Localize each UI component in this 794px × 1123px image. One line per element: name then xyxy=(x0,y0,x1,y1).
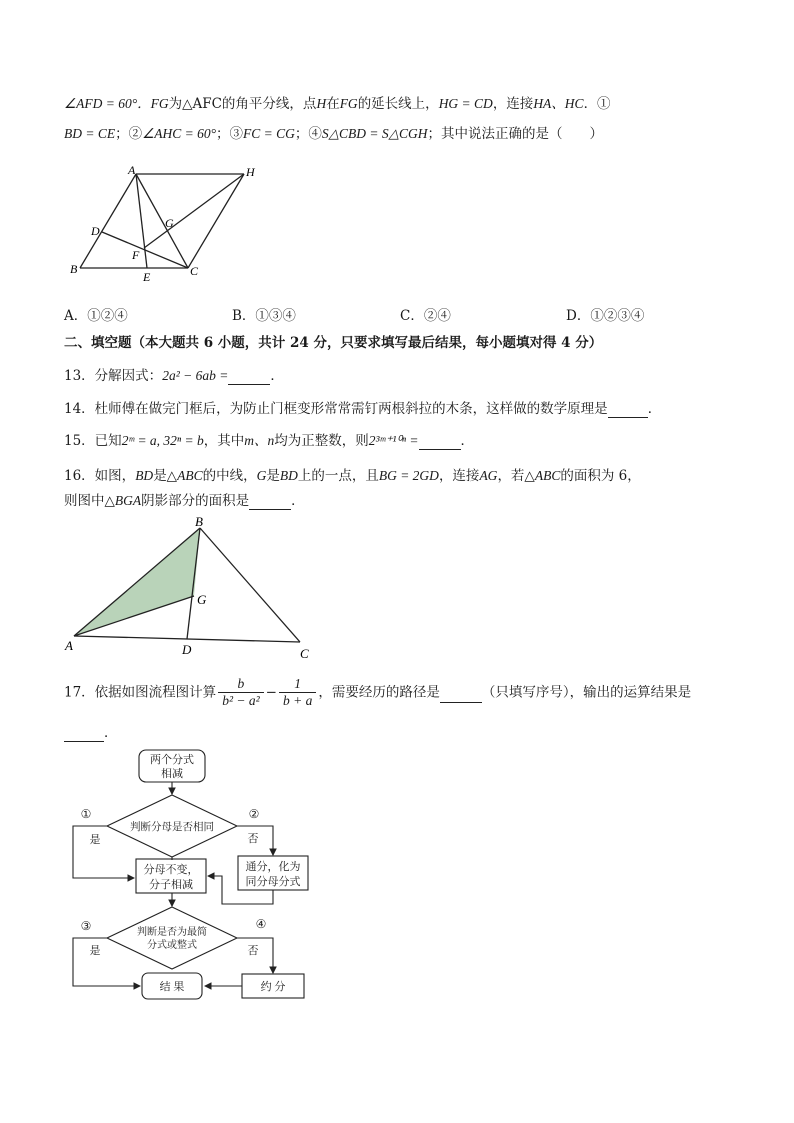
q16-ag: AG xyxy=(479,468,498,483)
label-e: E xyxy=(143,270,151,284)
segment-hc xyxy=(188,174,244,268)
q12-stmt2: ∠AHC = 60° xyxy=(142,126,216,141)
q14-text: 14．杜师傅在做完门框后，为防止门框变形常常需钉两根斜拉的木条，这样做的数学原理是 xyxy=(64,401,608,417)
q16-text: 则图中△ xyxy=(64,493,115,509)
q16-text: 的中线， xyxy=(202,468,257,484)
q13-answer-blank[interactable] xyxy=(228,368,270,385)
q12-text: 的延长线上， xyxy=(357,96,439,112)
q17-text: 17．依据如图流程图计算 xyxy=(64,684,217,701)
q12-text: ；其中说法正确的是（ ） xyxy=(427,126,603,142)
q12-fg: FG xyxy=(150,96,169,111)
option-a: A．①②④ xyxy=(64,308,128,324)
q12-stmt1: BD = CE xyxy=(64,126,116,141)
start-text-2: 相减 xyxy=(161,768,183,780)
path-label-4: ④ xyxy=(255,917,267,931)
q12-figure xyxy=(64,162,274,287)
q17-frac2-den: b + a xyxy=(282,693,313,708)
q16-answer-blank[interactable] xyxy=(249,493,291,510)
q14-end: ． xyxy=(647,401,662,417)
q12-fg: FG xyxy=(339,96,358,111)
q12-angle: ∠AFD = 60°． xyxy=(64,96,151,111)
label-h: H xyxy=(246,165,255,179)
q12-text: ；② xyxy=(115,126,143,142)
segment-bc xyxy=(200,528,300,642)
q16-text: ，连接 xyxy=(438,468,480,484)
q15-vars: m、n xyxy=(244,433,275,448)
q12-text: 为△AFC的角平分线，点 xyxy=(168,96,317,112)
decision-2-text-1: 判断是否为最简 xyxy=(137,927,207,938)
q12-line-1 xyxy=(64,92,611,112)
label-a: A xyxy=(65,638,73,653)
same-denominator-text-1: 分母不变， xyxy=(143,864,199,876)
q16-text: 的面积为 6， xyxy=(560,468,641,484)
arrow-yes-2 xyxy=(73,938,140,986)
result-text: 结 果 xyxy=(159,981,185,993)
q15-expr: 2³ᵐ⁺¹⁰ⁿ = xyxy=(368,433,419,448)
label-g: G xyxy=(165,216,174,230)
q16-text: ，若△ xyxy=(497,468,535,484)
q16-abc: ABC xyxy=(534,468,561,483)
q16-abc: ABC xyxy=(177,468,203,483)
q17-frac1-den: b² − a² xyxy=(222,693,260,708)
no-label-1: 否 xyxy=(247,833,259,845)
arrow-yes-1 xyxy=(73,826,134,878)
option-d: D．①②③④ xyxy=(566,308,645,324)
segment-fh xyxy=(144,174,244,248)
label-b: B xyxy=(195,514,203,529)
path-label-1: ① xyxy=(80,807,92,821)
option-c: C．②④ xyxy=(400,308,451,324)
q15-text: ，其中 xyxy=(203,433,245,449)
q16-ratio: BG = 2GD xyxy=(378,468,439,483)
same-denominator-text-2: 分子相减 xyxy=(149,879,193,891)
decision-box-2 xyxy=(107,907,237,969)
q16-text: 阴影部分的面积是 xyxy=(141,493,250,509)
decision-2-text-2: 分式或整式 xyxy=(147,940,197,951)
q14 xyxy=(64,397,661,418)
q14-answer-blank[interactable] xyxy=(608,401,648,418)
q13 xyxy=(64,364,284,385)
q12-stmt4: S△CBD = S△CGH xyxy=(321,126,428,141)
q17-result-blank[interactable] xyxy=(64,725,104,742)
q17-frac2-num: 1 xyxy=(279,676,316,693)
q16-text: 上的一点，且 xyxy=(297,468,379,484)
label-a: A xyxy=(128,163,136,177)
start-text-1: 两个分式 xyxy=(150,754,194,766)
q12-text: ．① xyxy=(583,96,611,112)
q16-end: ． xyxy=(291,493,305,509)
label-f: F xyxy=(132,248,140,262)
q17-fraction-1 xyxy=(218,676,263,709)
q16-text: 是 xyxy=(266,468,280,484)
q15-answer-blank[interactable] xyxy=(419,433,461,450)
q13-text: 13．分解因式： xyxy=(64,368,163,384)
segment-dc xyxy=(102,232,188,268)
label-b: B xyxy=(70,262,78,276)
decision-1-text: 判断分母是否相同 xyxy=(130,822,214,833)
q12-text: ；③ xyxy=(215,126,243,142)
q16-bd: BD xyxy=(279,468,298,483)
q16-figure xyxy=(62,514,322,664)
q16-line-2 xyxy=(64,489,305,510)
q16-line-1 xyxy=(64,464,641,484)
q13-end: ． xyxy=(270,368,284,384)
q17-text: ，需要经历的路径是 xyxy=(318,684,440,701)
q17-text: （只填写序号），输出的运算结果是 xyxy=(481,684,692,701)
q17-line-1 xyxy=(64,676,691,709)
q12-stmt3: FC = CG xyxy=(242,126,295,141)
q16-text: 16．如图， xyxy=(64,468,136,484)
q16-bd: BD xyxy=(135,468,154,483)
common-denominator-text-2: 同分母分式 xyxy=(245,876,301,888)
segment-ab xyxy=(80,174,136,268)
q17-path-blank[interactable] xyxy=(440,682,482,703)
q12-text: 在 xyxy=(326,96,340,112)
no-label-2: 否 xyxy=(247,945,259,957)
q15-given: 2ᵐ = a, 32ⁿ = b xyxy=(121,433,204,448)
q13-expr: 2a² − 6ab = xyxy=(162,368,229,383)
path-label-2: ② xyxy=(248,807,260,821)
q17-end: ． xyxy=(104,725,118,741)
label-d: D xyxy=(182,642,192,657)
reduce-text: 约 分 xyxy=(260,981,286,993)
q16-bga: BGA xyxy=(114,493,142,508)
q17-fraction-2 xyxy=(279,676,316,709)
yes-label-2: 是 xyxy=(89,945,101,957)
q12-h: H xyxy=(316,96,327,111)
label-c: C xyxy=(190,264,199,278)
label-d: D xyxy=(91,224,100,238)
q12-ha-hc: HA、HC xyxy=(533,96,584,111)
common-denominator-text-1: 通分，化为 xyxy=(245,861,301,873)
flowchart xyxy=(62,742,322,1004)
q12-text: ，连接 xyxy=(492,96,534,112)
q16-g: G xyxy=(256,468,267,483)
q15 xyxy=(64,429,474,450)
label-c: C xyxy=(300,646,309,661)
q15-text: 15．已知 xyxy=(64,433,122,449)
q12-line-2 xyxy=(64,122,603,142)
path-label-3: ③ xyxy=(80,919,92,933)
q17-frac1-num: b xyxy=(218,676,263,693)
q17-minus: − xyxy=(265,684,277,701)
label-g: G xyxy=(197,592,207,607)
option-b: B．①③④ xyxy=(232,308,296,324)
q17-line-2 xyxy=(64,721,118,742)
section-2-title: 二、填空题（本大题共 6 小题，共计 24 分，只要求填写最后结果，每小题填对得 4 分） xyxy=(64,335,603,351)
q12-text: ；④ xyxy=(294,126,322,142)
q16-text: 是△ xyxy=(153,468,178,484)
yes-label-1: 是 xyxy=(89,834,101,846)
q15-end: ． xyxy=(460,433,475,449)
q15-text: 均为正整数，则 xyxy=(274,433,369,449)
q12-hg-cd: HG = CD xyxy=(438,96,493,111)
